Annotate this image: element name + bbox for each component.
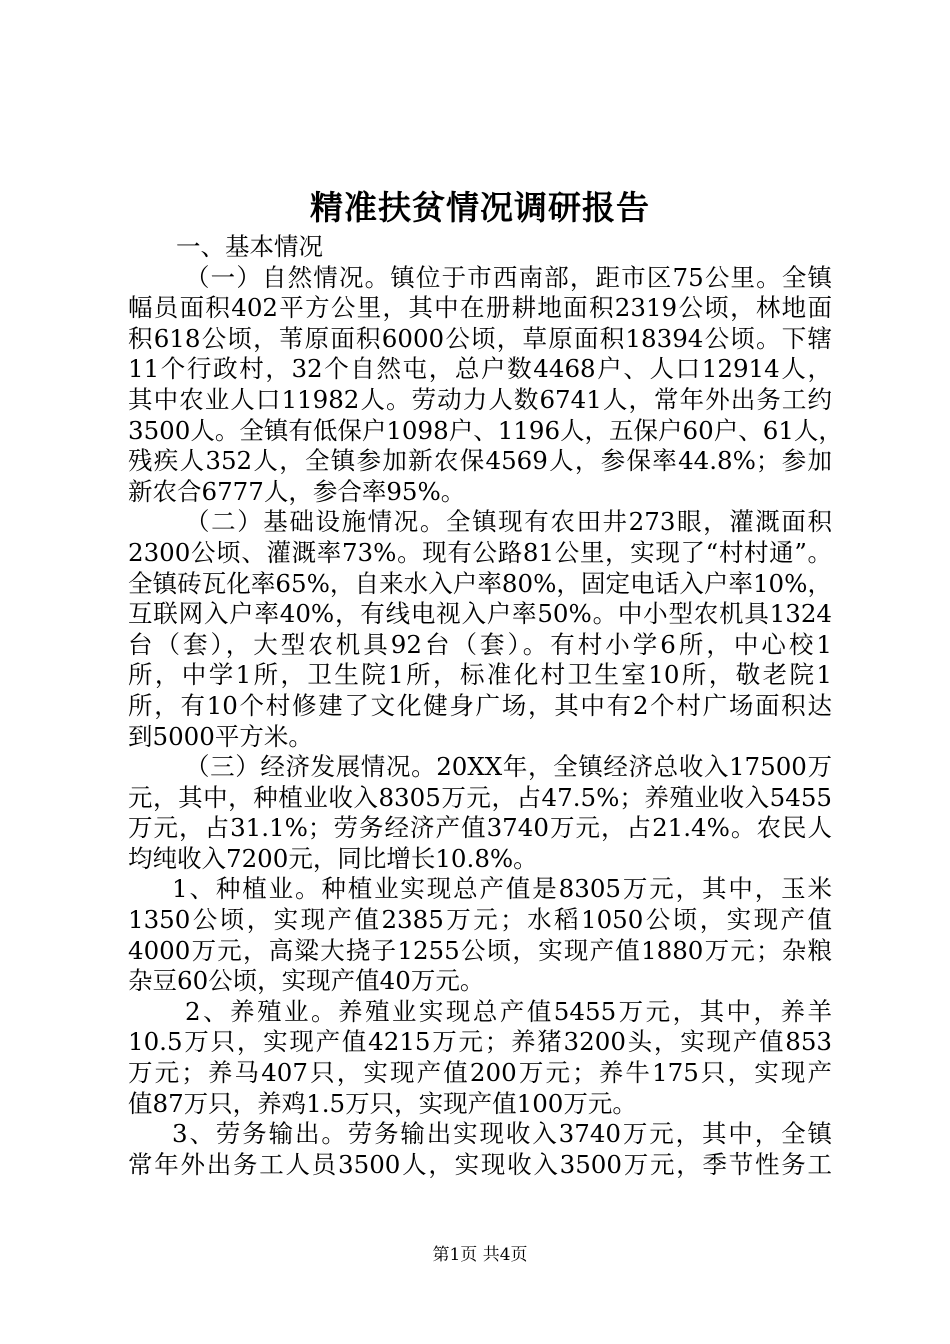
text-line: 1、种植业。种植业实现总产值是8305万元，其中，玉米 — [172, 874, 832, 904]
document-page — [128, 0, 843, 1344]
text-line: 残疾人352人，全镇参加新农保4569人，参保率44.8%；参加 — [128, 446, 832, 476]
text-line: 元，其中，种植业收入8305万元，占47.5%；养殖业收入5455 — [128, 782, 832, 812]
text-line: 3、劳务输出。劳务输出实现收入3740万元，其中，全镇 — [172, 1119, 832, 1149]
page-number-footer: 第1页 共4页 — [432, 1245, 528, 1265]
text-line: 所，中学1所，卫生院1所，标准化村卫生室10所，敬老院1 — [128, 660, 832, 690]
text-line: 万元，占31.1%；劳务经济产值3740万元，占21.4%。农民人 — [128, 813, 832, 843]
text-line: 2300公顷、灌溉率73%。现有公路81公里，实现了“村村通”。 — [128, 537, 832, 567]
text-line: 3500人。全镇有低保户1098户、1196人，五保户60户、61人， — [128, 415, 843, 445]
text-line: 积618公顷，苇原面积6000公顷，草原面积18394公顷。下辖 — [128, 323, 832, 353]
text-line: 4000万元，高粱大挠子1255公顷，实现产值1880万元；杂粮 — [128, 935, 832, 965]
text-line: 所，有10个村修建了文化健身广场，其中有2个村广场面积达 — [128, 690, 832, 720]
text-line: 全镇砖瓦化率65%，自来水入户率80%，固定电话入户率10%， — [128, 568, 832, 598]
text-line: 值87万只，养鸡1.5万只，实现产值100万元。 — [128, 1088, 637, 1118]
text-line: 台（套），大型农机具92台（套）。有村小学6所，中心校1 — [128, 629, 832, 659]
text-line: 新农合6777人，参合率95%。 — [128, 476, 466, 506]
text-line: 1350公顷，实现产值2385万元；水稻1050公顷，实现产值 — [128, 905, 832, 935]
document-title: 精准扶贫情况调研报告 — [310, 188, 650, 227]
text-line: 到5000平方米。 — [128, 721, 313, 751]
text-line: 10.5万只，实现产值4215万元；养猪3200头，实现产值853 — [128, 1027, 832, 1057]
text-line: 11个行政村，32个自然屯，总户数4468户、人口12914人， — [128, 354, 832, 384]
text-line: （二）基础设施情况。全镇现有农田井273眼，灌溉面积 — [185, 507, 832, 537]
section-heading-basic: 一、基本情况 — [176, 232, 323, 261]
text-line: （三）经济发展情况。20XX年，全镇经济总收入17500万 — [185, 752, 832, 782]
text-line: 常年外出务工人员3500人，实现收入3500万元，季节性务工 — [128, 1149, 832, 1179]
text-line: 均纯收入7200元，同比增长10.8%。 — [128, 843, 538, 873]
text-line: 其中农业人口11982人。劳动力人数6741人，常年外出务工约 — [128, 384, 832, 414]
text-line: 2、养殖业。养殖业实现总产值5455万元，其中，养羊 — [185, 996, 832, 1026]
text-line: 杂豆60公顷，实现产值40万元。 — [128, 966, 485, 996]
text-line: 互联网入户率40%，有线电视入户率50%。中小型农机具1324 — [128, 599, 832, 629]
text-line: 幅员面积402平方公里，其中在册耕地面积2319公顷，林地面 — [128, 293, 832, 323]
text-line: 万元；养马407只，实现产值200万元；养牛175只，实现产 — [128, 1058, 832, 1088]
document-body — [128, 232, 843, 1180]
text-line: （一）自然情况。镇位于市西南部，距市区75公里。全镇 — [185, 262, 832, 292]
